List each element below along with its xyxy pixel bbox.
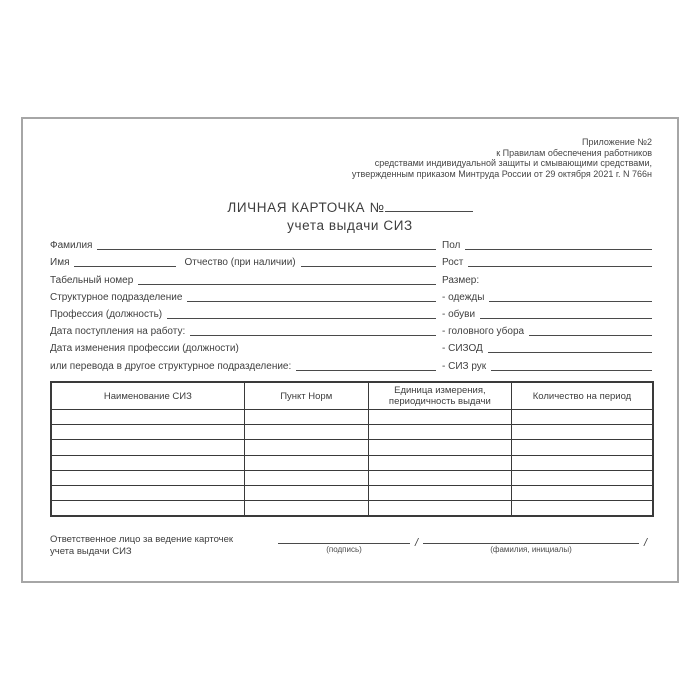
responsible-person-block [50, 534, 652, 558]
table-cell [512, 455, 654, 470]
table-cell [51, 440, 244, 455]
table-cell [51, 425, 244, 440]
table-cell [51, 501, 244, 517]
table-body [51, 410, 653, 517]
field-name-patronymic [50, 252, 436, 269]
field-label: Профессия (должность) [50, 308, 163, 320]
slash-separator: / [643, 537, 647, 549]
field-profession [50, 304, 436, 321]
form-subtitle: учета выдачи СИЗ [287, 218, 413, 233]
table-cell [512, 470, 654, 485]
table-cell [51, 455, 244, 470]
table-cell [512, 410, 654, 425]
field-label: - головного убора [442, 326, 525, 338]
table-cell [51, 485, 244, 500]
fill-line [97, 248, 436, 250]
fill-line [167, 317, 436, 319]
responsible-person-label [50, 534, 278, 558]
name-line [423, 536, 639, 544]
form-title-block [23, 199, 677, 234]
signature-area [278, 536, 652, 554]
fill-line [190, 334, 436, 336]
fill-line [301, 265, 436, 267]
fill-line [468, 265, 652, 267]
table-cell [51, 470, 244, 485]
field-size-clothing [442, 287, 652, 304]
fill-line [74, 265, 176, 267]
field-surname [50, 235, 436, 252]
field-size-hand-protection [442, 355, 652, 372]
siz-issue-table [50, 381, 654, 517]
field-size-headgear [442, 321, 652, 338]
table-row [51, 485, 653, 500]
fill-line [480, 317, 652, 319]
fill-line [491, 369, 652, 371]
appendix-line: утвержденным приказом Минтруда России от 29 октября 2021 г. N 766н [351, 168, 652, 179]
fields-right-column [442, 235, 652, 373]
table-row [51, 425, 653, 440]
field-label: - СИЗОД [442, 343, 483, 355]
form-title-text: ЛИЧНАЯ КАРТОЧКА № [227, 200, 385, 215]
table-cell [244, 410, 368, 425]
table-cell [244, 501, 368, 517]
responsible-label-line2: учета выдачи СИЗ [50, 546, 132, 557]
field-sex [442, 235, 652, 252]
field-department [50, 287, 436, 304]
table-cell [51, 410, 244, 425]
table-cell [512, 425, 654, 440]
table-row [51, 470, 653, 485]
field-label: или перевода в другое структурное подразделение: [50, 360, 292, 372]
col-header-quantity: Количество на период [512, 382, 654, 410]
form-title [227, 200, 472, 215]
fill-line [488, 351, 652, 353]
field-label: Фамилия [50, 240, 93, 252]
table-cell [244, 440, 368, 455]
card-number-line [385, 200, 473, 212]
field-change-date-line2 [50, 355, 436, 372]
fill-line [296, 369, 436, 371]
appendix-line: Приложение №2 [582, 137, 652, 147]
table-row [51, 501, 653, 517]
field-label: - обуви [442, 308, 476, 320]
table-cell [244, 470, 368, 485]
table-cell [244, 425, 368, 440]
appendix-line: к Правилам обеспечения работников [496, 147, 652, 158]
col-header-siz-name: Наименование СИЗ [51, 382, 244, 410]
signature-line [278, 536, 410, 544]
field-employment-date [50, 321, 436, 338]
fill-line [465, 248, 652, 250]
table-cell [368, 440, 511, 455]
table-cell [512, 485, 654, 500]
field-label: Дата поступления на работу: [50, 326, 186, 338]
field-label: Имя [50, 257, 70, 269]
field-label: Рост [442, 257, 464, 269]
table-cell [368, 501, 511, 517]
table-cell [368, 455, 511, 470]
signature-block [278, 536, 410, 554]
personal-fields [50, 235, 652, 373]
appendix-line: средствами индивидуальной защиты и смывающими средствами, [374, 158, 652, 168]
table-row [51, 455, 653, 470]
field-label: Структурное подразделение [50, 291, 183, 303]
field-size-rpe [442, 338, 652, 355]
field-personnel-number [50, 269, 436, 286]
field-label: Размер: [442, 274, 480, 286]
table-cell [244, 455, 368, 470]
table-header-row [51, 382, 653, 410]
field-height [442, 252, 652, 269]
col-header-norm-item: Пункт Норм [244, 382, 368, 410]
field-size-footwear [442, 304, 652, 321]
field-label: Пол [442, 240, 461, 252]
fill-line [138, 283, 436, 285]
table-cell [512, 440, 654, 455]
field-label: Отчество (при наличии) [184, 257, 296, 269]
table-cell [368, 425, 511, 440]
table-row [51, 410, 653, 425]
fields-left-column [50, 235, 436, 373]
table-cell [368, 485, 511, 500]
col-header-unit-periodicity: Единица измерения, периодичность выдачи [368, 382, 511, 410]
fill-line [187, 300, 436, 302]
table-row [51, 440, 653, 455]
fill-line [529, 334, 652, 336]
name-block [423, 536, 639, 554]
appendix-reference [352, 137, 652, 179]
field-label: Дата изменения профессии (должности) [50, 343, 239, 355]
field-label: Табельный номер [50, 274, 134, 286]
table-cell [244, 485, 368, 500]
form-page [21, 117, 679, 583]
table-cell [512, 501, 654, 517]
field-label: - одежды [442, 291, 485, 303]
field-change-date-line1 [50, 338, 436, 355]
field-label: - СИЗ рук [442, 360, 487, 372]
name-caption: (фамилия, инициалы) [490, 545, 572, 554]
table-cell [368, 470, 511, 485]
responsible-label-line1: Ответственное лицо за ведение карточек [50, 534, 234, 545]
signature-caption: (подпись) [326, 545, 362, 554]
field-size-header [442, 269, 652, 286]
table-cell [368, 410, 511, 425]
slash-separator: / [415, 537, 419, 549]
fill-line [489, 300, 652, 302]
